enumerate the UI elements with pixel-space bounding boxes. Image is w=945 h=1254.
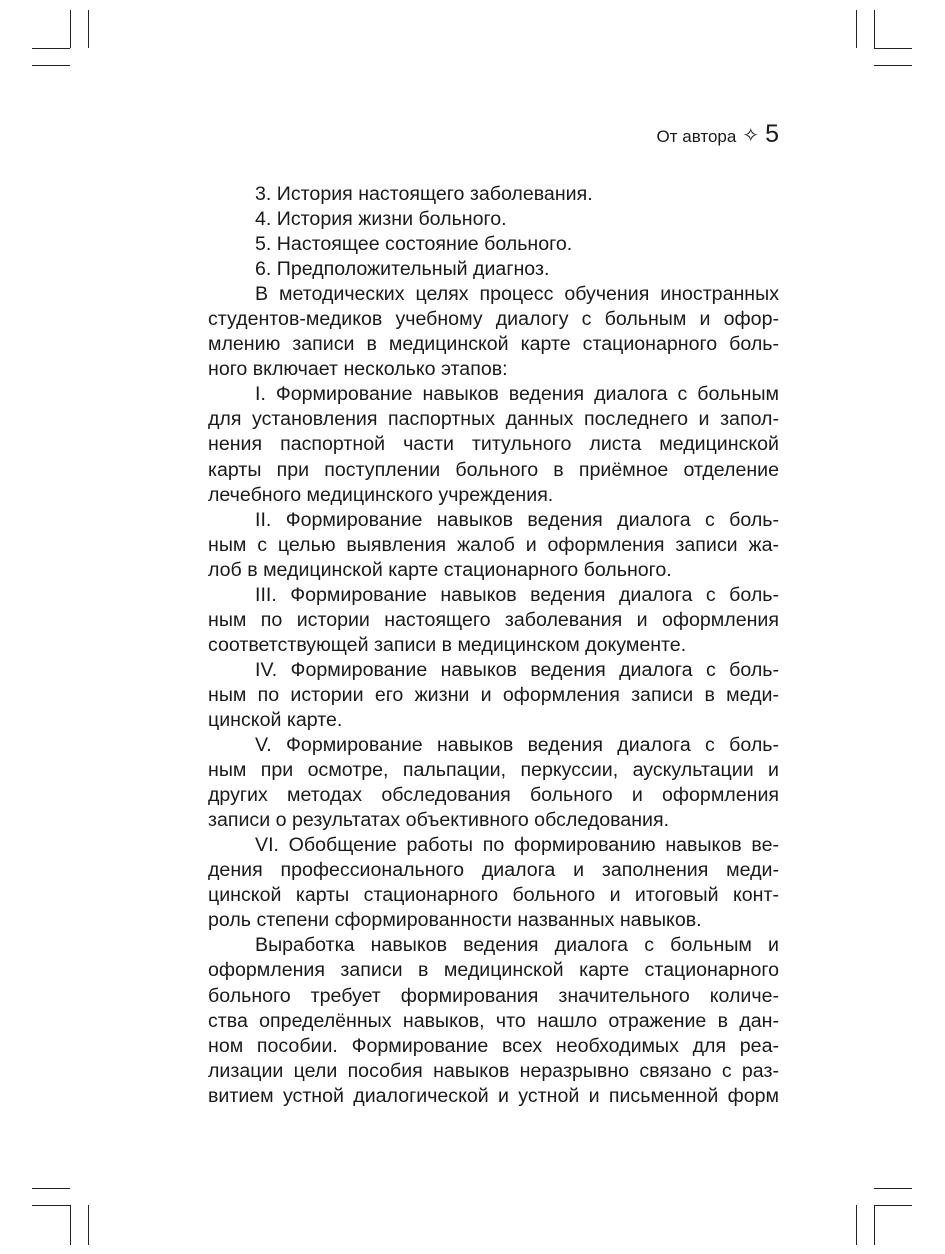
crop-mark xyxy=(32,1205,70,1206)
crop-mark xyxy=(856,1205,857,1245)
text-line: ным при осмотре, пальпации, перкуссии, аускультации и xyxy=(208,759,779,782)
text-line: цинской карты стационарного больного и итоговый конт- xyxy=(208,884,779,907)
text-line: ства определённых навыков, что нашло отражение в дан- xyxy=(208,1009,779,1032)
text-line: лизации цели пособия навыков неразрывно связано с раз- xyxy=(208,1059,779,1082)
text-line: V. Формирование навыков ведения диалога с боль- xyxy=(255,734,779,757)
crop-mark xyxy=(70,10,71,48)
text-line: III. Формирование навыков ведения диалога с боль- xyxy=(255,583,779,606)
text-line: ного включает несколько этапов: xyxy=(208,358,508,381)
text-line: роль степени сформированности названных навыков. xyxy=(208,909,702,932)
text-line: нения паспортной части титульного листа медицинской xyxy=(208,433,779,456)
crop-mark xyxy=(874,1205,875,1245)
crop-mark xyxy=(32,65,70,66)
text-line: других методах обследования больного и оформления xyxy=(208,784,779,807)
crop-mark xyxy=(856,10,857,48)
crop-mark xyxy=(874,1205,912,1206)
text-line: ном пособии. Формирование всех необходимых для реа- xyxy=(208,1034,779,1057)
text-line: VI. Обобщение работы по формированию навыков ве- xyxy=(255,834,779,857)
crop-mark xyxy=(32,1188,70,1189)
text-line: студентов-медиков учебному диалогу с больным и офор- xyxy=(208,308,779,331)
page-number: 5 xyxy=(765,120,779,148)
text-line: 5. Настоящее состояние больного. xyxy=(255,233,573,256)
ornament-star-icon: ✧ xyxy=(742,125,760,147)
text-line: 4. История жизни больного. xyxy=(255,208,507,231)
text-line: витием устной диалогической и устной и письменной форм xyxy=(208,1084,779,1107)
crop-mark xyxy=(88,10,89,48)
text-line: записи о результатах объективного обследования. xyxy=(208,809,670,832)
text-line: цинской карте. xyxy=(208,708,343,731)
text-line: I. Формирование навыков ведения диалога с больным xyxy=(255,383,779,406)
text-line: ным по истории настоящего заболевания и оформления xyxy=(208,608,779,631)
crop-mark xyxy=(32,48,70,49)
text-line: млению записи в медицинской карте стационарного боль- xyxy=(208,333,779,356)
text-line: 3. История настоящего заболевания. xyxy=(255,183,593,205)
crop-mark xyxy=(874,48,912,49)
text-line: ным с целью выявления жалоб и оформления записи жа- xyxy=(208,533,779,556)
text-line: лоб в медицинской карте стационарного больного. xyxy=(208,558,672,581)
text-line: 6. Предположительный диагноз. xyxy=(255,258,550,281)
crop-mark xyxy=(874,65,912,66)
text-line: для установления паспортных данных последнего и запол- xyxy=(208,408,779,431)
text-line: соответствующей записи в медицинском документе. xyxy=(208,633,687,656)
text-line: карты при поступлении больного в приёмное отделение xyxy=(208,458,779,481)
text-line: II. Формирование навыков ведения диалога с боль- xyxy=(255,508,779,531)
running-header xyxy=(657,120,779,152)
text-line: больного требует формирования значительного количе- xyxy=(208,984,779,1007)
text-line: оформления записи в медицинской карте стационарного xyxy=(208,959,779,982)
crop-mark xyxy=(874,1188,912,1189)
text-line: IV. Формирование навыков ведения диалога с боль- xyxy=(255,658,779,681)
crop-mark xyxy=(88,1205,89,1245)
crop-mark xyxy=(874,10,875,48)
text-line: дения профессионального диалога и заполнения меди- xyxy=(208,859,779,882)
text-line: В методических целях процесс обучения иностранных xyxy=(255,283,779,306)
section-title: От автора xyxy=(656,127,737,146)
text-line: ным по истории его жизни и оформления записи в меди- xyxy=(208,683,779,706)
text-line: лечебного медицинского учреждения. xyxy=(208,483,554,506)
crop-mark xyxy=(70,1205,71,1245)
text-line: Выработка навыков ведения диалога с больным и xyxy=(255,934,779,957)
body-text xyxy=(208,182,779,1109)
